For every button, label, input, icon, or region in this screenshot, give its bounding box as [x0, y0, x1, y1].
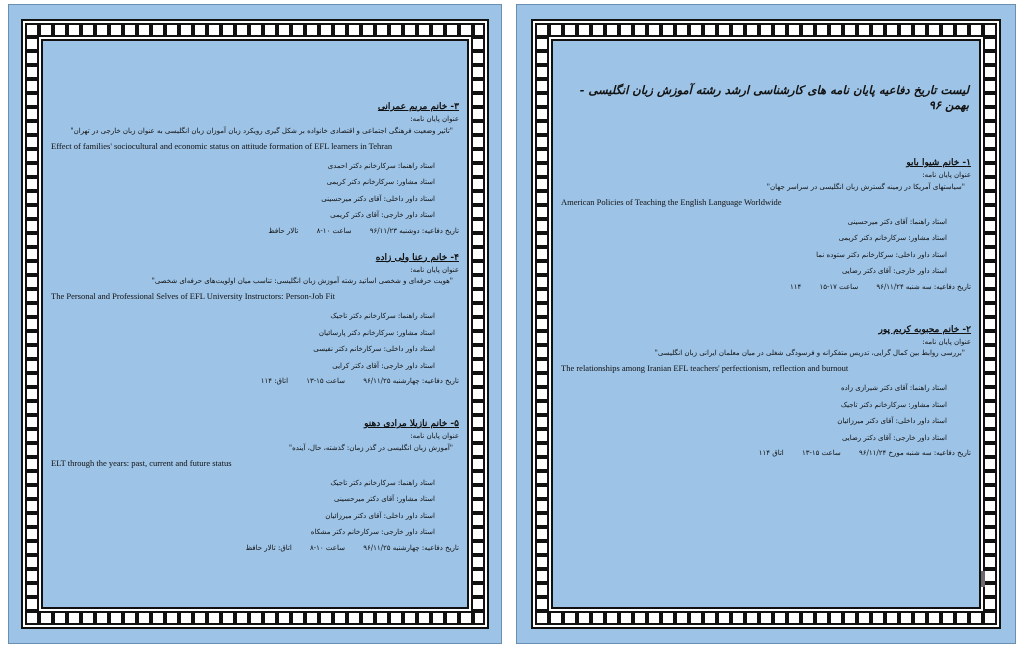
- defense-time: ساعت ۱۰-۸: [316, 226, 352, 235]
- defense-info: [47, 224, 461, 238]
- advisor: استاد راهنما: آقای دکتر شیرازی زاده: [840, 384, 947, 392]
- thesis-title-fa: "بررسی روابط بین کمال گرایی، تدریس متفکرانه و فرسودگی شغلی در میان معلمان ایرانی زبان انگلیسی": [654, 349, 965, 357]
- thesis-label: عنوان پایان نامه:: [410, 265, 459, 274]
- thesis-entry: [47, 101, 461, 238]
- thesis-entry: [47, 252, 461, 389]
- internal-examiner: استاد داور داخلی: آقای دکتر میرزائیان: [325, 511, 435, 520]
- internal-examiner: استاد داور داخلی: آقای دکتر میرزائیان: [837, 417, 947, 425]
- defense-room: تالار حافظ: [268, 226, 299, 235]
- consultant: استاد مشاور: سرکارخانم دکتر پارسائیان: [318, 328, 435, 337]
- defense-room: ۱۱۴: [789, 282, 802, 291]
- student-name: ۱- خانم شیوا بابو: [906, 158, 971, 168]
- advisor: استاد راهنما: سرکارخانم دکتر تاجیک: [330, 312, 435, 320]
- greek-key-border: [531, 19, 1001, 629]
- thesis-entry: [557, 324, 973, 461]
- defense-date: تاریخ دفاعیه: سه شنبه مورخ ۹۶/۱۱/۲۴: [858, 449, 971, 457]
- student-name: ۳- خانم مریم عمرانی: [377, 102, 459, 112]
- defense-room: اتاق ۱۱۴: [758, 449, 784, 457]
- thesis-title-fa: "تاثیر وضعیت فرهنگی اجتماعی و اقتصادی خانواده بر شکل گیری رویکرد زبان آموزان زبان انگلیسی به عنوان زبان خارجی در تهران": [70, 126, 453, 135]
- page-body: [551, 39, 981, 609]
- student-name: ۴- خانم رعنا ولی زاده: [375, 252, 459, 263]
- page-body: [41, 39, 469, 609]
- defense-time: ساعت ۱۵-۱۳: [306, 377, 345, 385]
- advisor: استاد راهنما: آقای دکتر میرحسینی: [847, 217, 947, 226]
- thesis-label: عنوان پایان نامه:: [410, 432, 459, 440]
- internal-examiner: استاد داور داخلی: سرکارخانم دکتر نفیسی: [313, 345, 435, 353]
- defense-room: اتاق: تالار حافظ: [245, 543, 292, 552]
- defense-info: [557, 280, 973, 294]
- consultant: استاد مشاور: سرکارخانم دکتر کریمی: [326, 178, 435, 186]
- thesis-label: عنوان پایان نامه:: [922, 171, 971, 179]
- thesis-title-en: The relationships among Iranian EFL teachers' perfectionism, reflection and burnout: [561, 363, 849, 373]
- thesis-title-en: ELT through the years: past, current and future status: [51, 457, 232, 468]
- thesis-title-fa: "آموزش زبان انگلیسی در گذر زمان: گذشته، حال، آینده": [288, 443, 453, 452]
- internal-examiner: استاد داور داخلی: آقای دکتر میرحسینی: [321, 194, 435, 203]
- defense-info: [557, 446, 973, 460]
- consultant: استاد مشاور: سرکارخانم دکتر تاجیک: [840, 400, 947, 409]
- defense-date: تاریخ دفاعیه: سه شنبه ۹۶/۱۱/۲۴: [876, 282, 971, 291]
- thesis-title-en: The Personal and Professional Selves of EFL University Instructors: Person-Job Fit: [51, 291, 335, 301]
- page-content: [557, 47, 973, 601]
- page-content: [47, 47, 461, 601]
- thesis-title-fa: "سیاستهای آمریکا در زمینه گسترش زبان انگلیسی در سراسر جهان": [766, 182, 965, 191]
- external-examiner: استاد داور خارجی: آقای دکتر رضایی: [841, 433, 947, 442]
- greek-key-border: [21, 19, 489, 629]
- thesis-entry: [557, 157, 973, 294]
- defense-time: ساعت ۱۵-۱۳: [801, 449, 841, 457]
- student-name: ۵- خانم نازیلا مرادی دهنو: [364, 419, 459, 429]
- consultant: استاد مشاور: آقای دکتر میرحسینی: [333, 495, 435, 503]
- defense-info: [47, 541, 461, 555]
- thesis-title-fa: "هویت حرفه‌ای و شخصی اساتید رشته آموزش زبان انگلیسی: تناسب میان اولویت‌های حرفه‌ای شخصی": [151, 277, 453, 285]
- student-name: ۲- خانم محبوبه کریم پور: [878, 324, 971, 335]
- document-page-left: [8, 4, 502, 644]
- thesis-label: عنوان پایان نامه:: [410, 115, 459, 123]
- external-examiner: استاد داور خارجی: آقای دکتر کریمی: [330, 211, 435, 219]
- defense-date: تاریخ دفاعیه: چهارشنبه ۹۶/۱۱/۲۵: [363, 377, 459, 385]
- text-cursor-marker: [981, 571, 985, 587]
- thesis-entry: [47, 418, 461, 555]
- defense-room: اتاق: ۱۱۴: [260, 377, 289, 385]
- thesis-label: عنوان پایان نامه:: [922, 337, 971, 346]
- defense-info: [47, 374, 461, 388]
- internal-examiner: استاد داور داخلی: سرکارخانم دکتر ستوده نما: [816, 250, 947, 259]
- thesis-title-en: American Policies of Teaching the English Language Worldwide: [561, 196, 782, 207]
- document-title: لیست تاریخ دفاعیه پایان نامه های کارشناسی ارشد رشته آموزش زبان انگلیسی - بهمن ۹۶: [579, 83, 969, 112]
- defense-date: تاریخ دفاعیه: دوشنبه ۹۶/۱۱/۲۳: [369, 226, 459, 235]
- consultant: استاد مشاور: سرکارخانم دکتر کریمی: [838, 234, 947, 242]
- advisor: استاد راهنما: سرکارخانم دکتر تاجیک: [330, 478, 435, 487]
- defense-date: تاریخ دفاعیه: چهارشنبه ۹۶/۱۱/۲۵: [363, 543, 459, 552]
- external-examiner: استاد داور خارجی: آقای دکتر رضایی: [841, 267, 947, 275]
- external-examiner: استاد داور خارجی: سرکارخانم دکتر مشکاه: [310, 528, 435, 536]
- defense-time: ساعت ۱۷-۱۵: [819, 282, 859, 291]
- external-examiner: استاد داور خارجی: آقای دکتر کرایی: [332, 361, 435, 370]
- document-page-right: [516, 4, 1016, 644]
- thesis-title-en: Effect of families' sociocultural and economic status on attitude formation of EFL learners in Tehran: [51, 140, 393, 151]
- defense-time: ساعت ۱۰-۸: [310, 543, 345, 552]
- advisor: استاد راهنما: سرکارخانم دکتر احمدی: [327, 161, 435, 170]
